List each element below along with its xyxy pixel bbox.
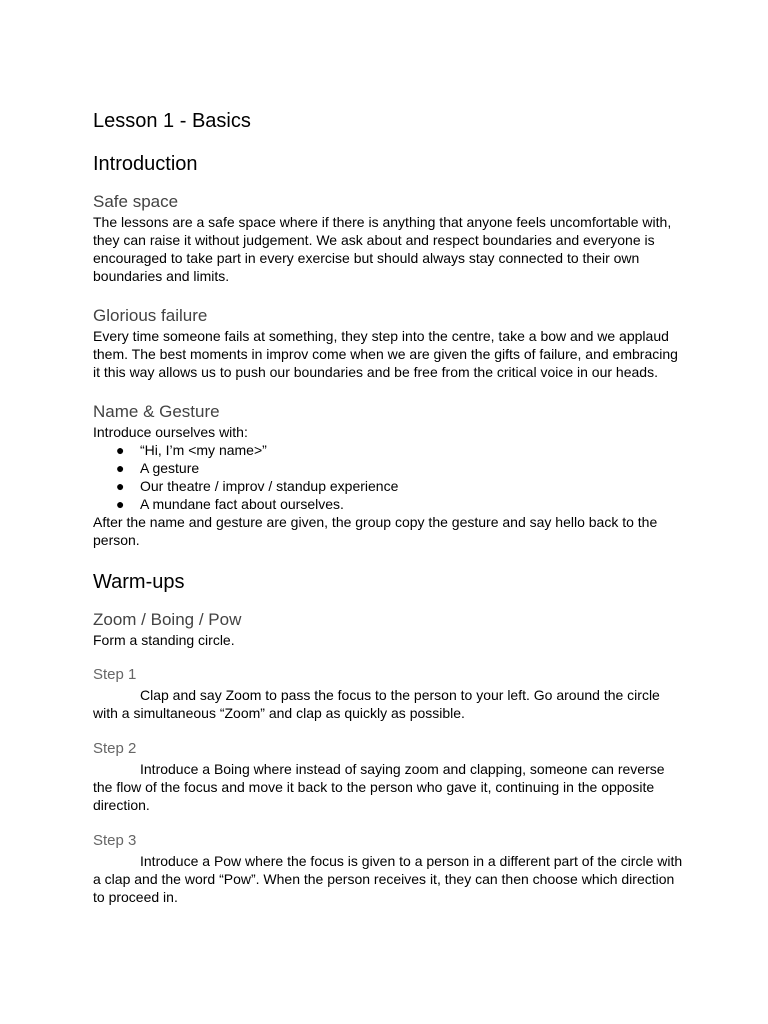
- step-label: Step 3: [93, 832, 137, 849]
- heading-zoom-boing-pow: Zoom / Boing / Pow: [93, 610, 242, 629]
- paragraph-zoom-intro: Form a standing circle.: [93, 632, 235, 648]
- paragraph-name-gesture-outro: After the name and gesture are given, the group copy the gesture and say hello back to the person.: [93, 514, 658, 548]
- document-title: Lesson 1 - Basics: [93, 110, 251, 132]
- step-label: Step 1: [93, 666, 137, 683]
- section-zoom-boing-pow: [93, 609, 683, 906]
- step-1: [93, 665, 683, 722]
- heading-warmups: Warm-ups: [93, 571, 185, 593]
- list-item: [93, 441, 683, 459]
- list-item: [93, 477, 683, 495]
- heading-safe-space: Safe space: [93, 192, 179, 211]
- section-safe-space: [93, 191, 683, 285]
- bullet-icon: ●: [116, 478, 125, 494]
- step-text: Clap and say Zoom to pass the focus to the person to your left. Go around the circle with a simultaneous “Zoom” and clap as quickly as possible.: [93, 687, 660, 721]
- list-item-text: “Hi, I’m <my name>”: [140, 442, 267, 458]
- paragraph-safe-space: The lessons are a safe space where if there is anything that anyone feels uncomfortable with, they can raise it without judgement. We ask about and respect boundaries and everyone is encouraged to take part in every exercise but should always stay connected to their own boundaries and limits.: [93, 214, 672, 284]
- step-2: [93, 739, 683, 814]
- step-text: Introduce a Pow where the focus is given to a person in a different part of the circle with a clap and the word “Pow”. When the person receives it, they can then choose which direction to proceed in.: [93, 853, 683, 905]
- heading-glorious-failure: Glorious failure: [93, 306, 208, 325]
- list-item-text: A gesture: [140, 460, 200, 476]
- heading-name-gesture: Name & Gesture: [93, 402, 220, 421]
- bullet-icon: ●: [116, 460, 125, 476]
- document-page: [93, 108, 683, 906]
- step-label: Step 2: [93, 740, 137, 757]
- list-item-text: A mundane fact about ourselves.: [140, 496, 344, 512]
- list-item-text: Our theatre / improv / standup experience: [140, 478, 399, 494]
- list-item: [93, 495, 683, 513]
- paragraph-name-gesture-intro: Introduce ourselves with:: [93, 424, 248, 440]
- bullet-icon: ●: [116, 442, 125, 458]
- bullet-list: [93, 441, 683, 513]
- step-3: [93, 831, 683, 906]
- heading-introduction: Introduction: [93, 153, 198, 175]
- list-item: [93, 459, 683, 477]
- section-glorious-failure: [93, 305, 683, 381]
- section-name-gesture: [93, 401, 683, 549]
- bullet-icon: ●: [116, 496, 125, 512]
- step-text: Introduce a Boing where instead of saying zoom and clapping, someone can reverse the flow of the focus and move it back to the person who gave it, continuing in the opposite direction.: [93, 761, 665, 813]
- paragraph-glorious-failure: Every time someone fails at something, they step into the centre, take a bow and we applaud them. The best moments in improv come when we are given the gifts of failure, and embracing it this way allows us to push our boundaries and be free from the critical voice in our heads.: [93, 328, 678, 380]
